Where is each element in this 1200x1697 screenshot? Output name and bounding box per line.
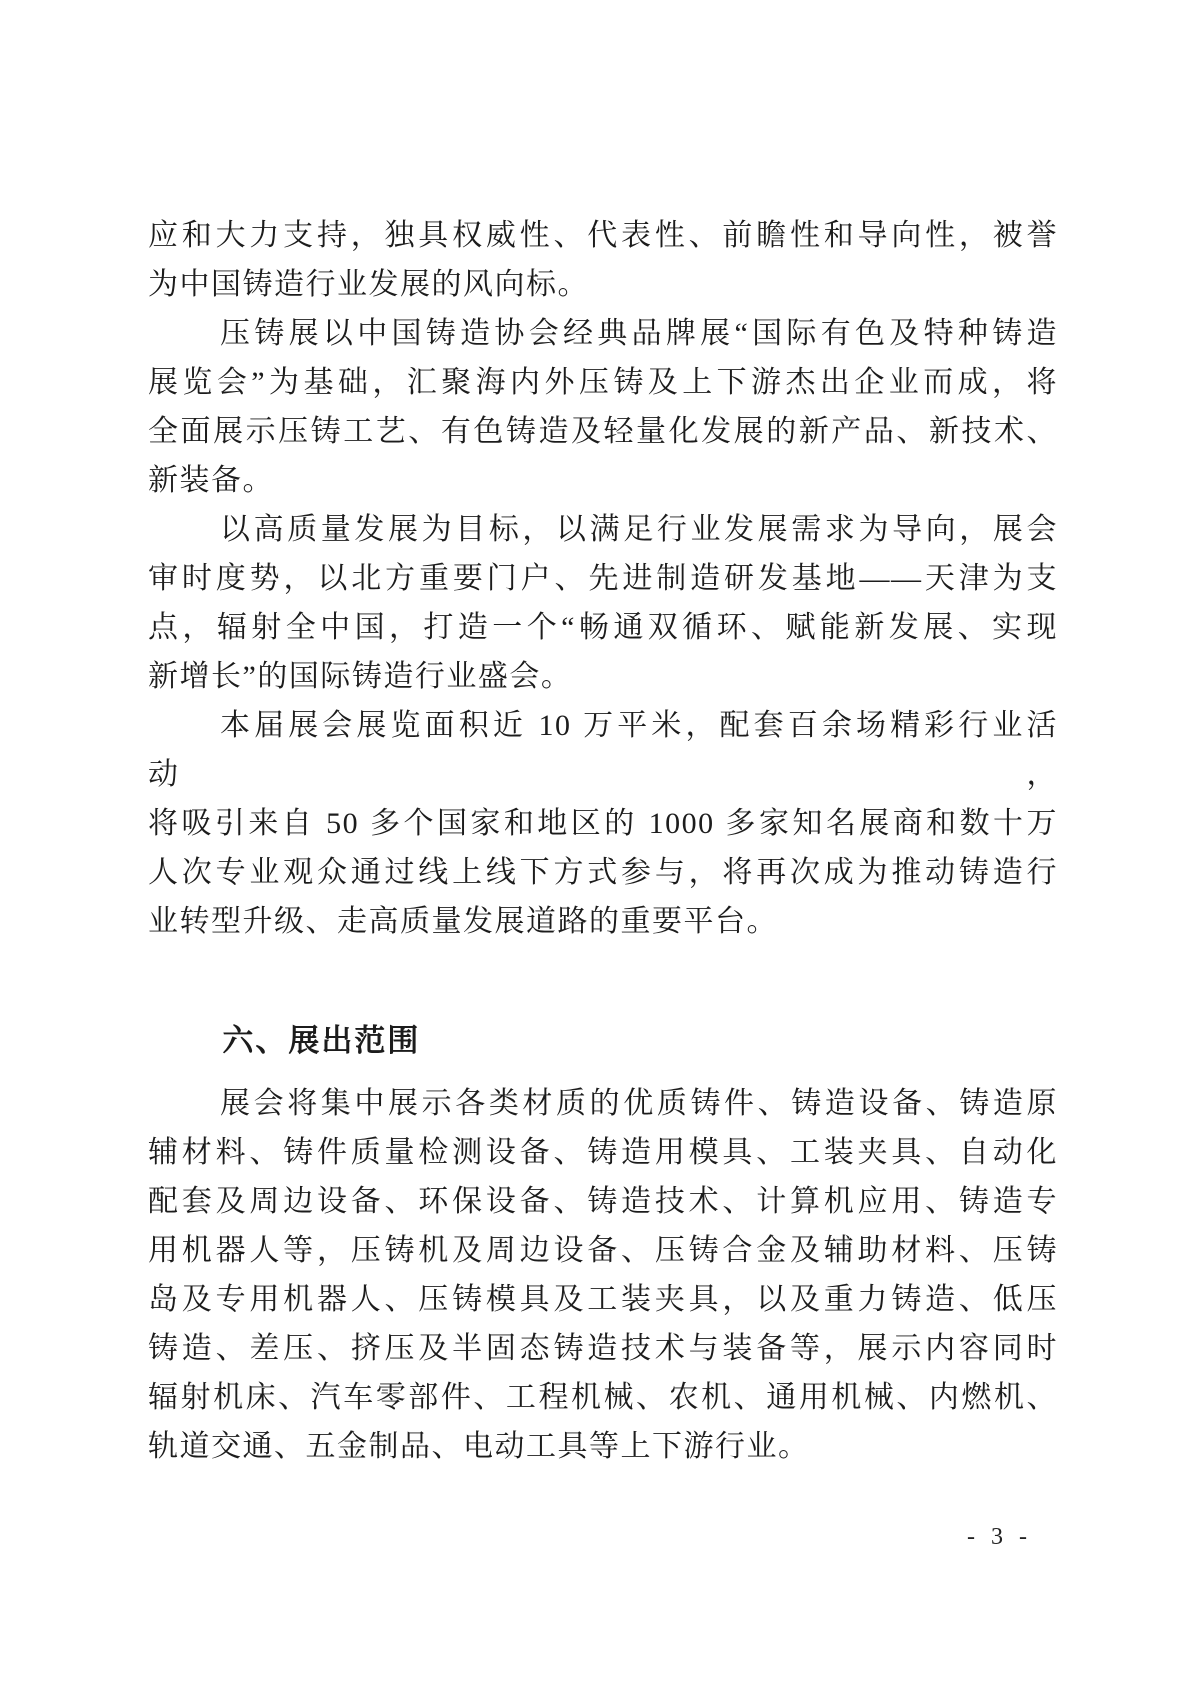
text-line: 展览会”为基础，汇聚海内外压铸及上下游杰出企业而成，将 [148, 366, 1058, 399]
paragraph [148, 211, 1058, 309]
text-line: 审时度势，以北方重要门户、先进制造研发基地——天津为支 [148, 562, 1058, 595]
paragraph [148, 505, 1058, 701]
paragraph [148, 1079, 1058, 1471]
text-line: 人次专业观众通过线上线下方式参与，将再次成为推动铸造行 [148, 856, 1058, 889]
text-line: 全面展示压铸工艺、有色铸造及轻量化发展的新产品、新技术、 [148, 415, 1058, 448]
text-line: 本届展会展览面积近 10 万平米，配套百余场精彩行业活动， [148, 709, 1058, 791]
text-line: 点，辐射全中国，打造一个“畅通双循环、赋能新发展、实现 [148, 611, 1058, 644]
text-line: 用机器人等，压铸机及周边设备、压铸合金及辅助材料、压铸 [148, 1234, 1058, 1267]
paragraph [148, 701, 1058, 946]
text-line: 展会将集中展示各类材质的优质铸件、铸造设备、铸造原 [220, 1087, 1058, 1120]
text-line: 新增长”的国际铸造行业盛会。 [148, 660, 573, 693]
text-line: 应和大力支持，独具权威性、代表性、前瞻性和导向性，被誉 [148, 219, 1058, 252]
text-line: 轨道交通、五金制品、电动工具等上下游行业。 [148, 1430, 810, 1463]
text-line: 为中国铸造行业发展的风向标。 [148, 268, 589, 301]
text-line: 辐射机床、汽车零部件、工程机械、农机、通用机械、内燃机、 [148, 1381, 1058, 1414]
text-line: 新装备。 [148, 464, 274, 497]
text-line: 业转型升级、走高质量发展道路的重要平台。 [148, 905, 778, 938]
section-heading: 六、展出范围 [222, 1023, 421, 1058]
text-line: 将吸引来自 50 多个国家和地区的 1000 多家知名展商和数十万 [148, 807, 1058, 840]
paragraph [148, 309, 1058, 505]
text-line: 压铸展以中国铸造协会经典品牌展“国际有色及特种铸造 [220, 317, 1058, 350]
text-line: 铸造、差压、挤压及半固态铸造技术与装备等，展示内容同时 [148, 1332, 1058, 1365]
text-line: 以高质量发展为目标，以满足行业发展需求为导向，展会 [220, 513, 1058, 546]
page-number: - 3 - [967, 1524, 1032, 1550]
text-line: 配套及周边设备、环保设备、铸造技术、计算机应用、铸造专 [148, 1185, 1058, 1218]
document-body [148, 211, 1058, 1471]
text-line: 岛及专用机器人、压铸模具及工装夹具，以及重力铸造、低压 [148, 1283, 1058, 1316]
text-line: 辅材料、铸件质量检测设备、铸造用模具、工装夹具、自动化 [148, 1136, 1058, 1169]
